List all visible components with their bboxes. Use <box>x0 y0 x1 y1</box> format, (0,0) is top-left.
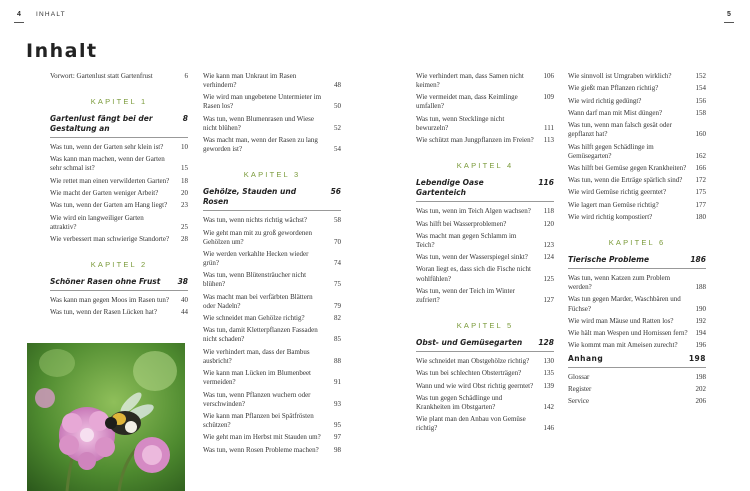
chapter-heading: KAPITEL 2 <box>90 260 148 270</box>
toc-entry-title: Wie rettet man einen verwilderten Garten? <box>50 176 170 185</box>
toc-entry-title: Was tun, wenn Rosen Probleme machen? <box>203 445 319 454</box>
page-number: 44 <box>181 308 188 317</box>
toc-entry-title: Was tun, wenn Pflanzen wuchern oder verschwinden? <box>203 390 311 408</box>
page-number: 40 <box>181 296 188 305</box>
page-number: 97 <box>334 433 341 442</box>
toc-entry-title: Wie kann man Lücken im Blumenbeet vermeiden? <box>203 369 311 387</box>
toc-entry <box>568 97 706 106</box>
page-number: 6 <box>184 72 188 80</box>
toc-entry-title: Vorwort: Gartenlust statt Gartenfrust <box>50 72 153 80</box>
toc-entry-title: Was macht man, wenn der Rasen zu lang geworden ist? <box>203 136 318 154</box>
toc-entry <box>416 207 554 216</box>
toc-entry-title: Wie wird richtig kompostiert? <box>568 213 653 221</box>
page-number: 48 <box>334 81 341 90</box>
toc-entry <box>568 385 706 394</box>
toc-entry-title: Was tun, wenn der Rasen Lücken hat? <box>50 308 157 317</box>
section-title: Anhang <box>568 353 604 363</box>
page-number: 162 <box>695 151 706 160</box>
page-number: 154 <box>695 84 706 93</box>
toc-entry-title: Glossar <box>568 372 590 381</box>
page-number: 142 <box>543 402 554 411</box>
toc-entry-title: Wie geht man im Herbst mit Stauden um? <box>203 433 321 442</box>
page-title: Inhalt <box>26 40 98 62</box>
section-heading <box>50 114 188 138</box>
running-header: INHALT <box>36 11 66 18</box>
toc-entry-title: Was hilft gegen Schädlinge im Gemüsegarten? <box>568 142 654 160</box>
page-number: 95 <box>334 420 341 429</box>
toc-entry-title: Wie wird richtig gedüngt? <box>568 96 642 105</box>
page-number: 172 <box>695 176 706 185</box>
right-page-number: 5 <box>727 11 731 18</box>
toc-entry-title: Wie kann man Unkraut im Rasen verhindern? <box>203 72 297 90</box>
toc-entry-title: Wie verbessert man schwierige Standorte? <box>50 234 170 243</box>
toc-entry-title: Wie vermeidet man, dass Keimlinge umfallen? <box>416 93 518 111</box>
toc-entry <box>50 189 188 198</box>
toc-entry-title: Was tun, wenn Blütensträucher nicht blühen? <box>203 271 307 289</box>
toc-entry-title: Wie gießt man Pflanzen richtig? <box>568 84 659 93</box>
page-number: 190 <box>695 304 706 313</box>
page-number: 93 <box>334 399 341 408</box>
toc-entry <box>568 329 706 338</box>
page-number: 123 <box>543 240 554 249</box>
page-number: 130 <box>543 357 554 365</box>
toc-entry <box>416 287 554 305</box>
toc-entry <box>416 220 554 229</box>
toc-entry-title: Was tun gegen Schädlinge und Krankheiten im Obstgarten? <box>416 393 503 411</box>
page-number: 88 <box>334 356 341 365</box>
page-number: 198 <box>688 353 706 363</box>
toc-entry-title: Was hilft bei Gemüse gegen Krankheiten? <box>568 163 687 172</box>
page-number: 146 <box>543 424 554 433</box>
page-number: 50 <box>334 102 341 111</box>
toc-entry-title: Was macht man gegen Schlamm im Teich? <box>416 231 517 249</box>
toc-entry <box>203 391 341 409</box>
page-number: 23 <box>181 201 188 210</box>
header-rule-right <box>724 22 734 23</box>
page-number: 56 <box>330 187 341 197</box>
toc-entry <box>568 213 706 222</box>
toc-entry-title: Wie schneidet man Gehölze richtig? <box>203 314 305 323</box>
toc-column-1 <box>50 72 188 321</box>
section-heading <box>416 338 554 352</box>
toc-entry-title: Was tun bei schlechten Obsterträgen? <box>416 369 522 378</box>
section-title: Schöner Rasen ohne Frust <box>50 277 161 287</box>
toc-entry <box>568 274 706 292</box>
page-number: 18 <box>181 176 188 185</box>
page-number: 28 <box>181 234 188 243</box>
toc-entry <box>416 415 554 433</box>
toc-entry <box>203 293 341 311</box>
toc-entry-title: Wie schützt man Jungpflanzen im Freien? <box>416 136 534 145</box>
page-number: 198 <box>695 372 706 381</box>
page-number: 15 <box>181 164 188 173</box>
toc-entry <box>203 369 341 387</box>
page-number: 118 <box>543 207 554 216</box>
toc-entry <box>203 326 341 344</box>
toc-entry <box>203 314 341 323</box>
toc-entry <box>50 72 188 81</box>
toc-entry-title: Wie geht man mit zu groß gewordenen Gehölzen um? <box>203 228 312 246</box>
toc-entry-title: Was kann man machen, wenn der Garten sehr schmal ist? <box>50 155 165 173</box>
toc-entry-title: Was tun, wenn nichts richtig wächst? <box>203 216 308 225</box>
page-number: 152 <box>695 72 706 80</box>
toc-entry-title: Was tun, wenn der Garten am Hang liegt? <box>50 201 168 210</box>
chapter-heading: KAPITEL 1 <box>90 97 148 107</box>
page-number: 109 <box>543 93 554 102</box>
toc-entry-title: Wie verhindert man, dass der Bambus ausbricht? <box>203 347 310 365</box>
toc-entry <box>203 446 341 455</box>
toc-entry <box>568 84 706 93</box>
toc-entry <box>50 308 188 317</box>
page-number: 135 <box>543 369 554 378</box>
toc-entry-title: Wie kommt man mit Ameisen zurecht? <box>568 341 678 350</box>
page-number: 98 <box>334 445 341 454</box>
page-number: 74 <box>334 259 341 268</box>
page-number: 8 <box>182 114 188 124</box>
toc-entry-title: Wie sinnvoll ist Umgraben wirklich? <box>568 72 672 80</box>
toc-entry-title: Wann und wie wird Obst richtig geerntet? <box>416 381 534 390</box>
section-heading <box>568 255 706 269</box>
toc-entry <box>416 265 554 283</box>
toc-entry <box>203 72 341 90</box>
section-heading <box>416 178 554 202</box>
section-title: Gartenlust fängt bei der Gestaltung an <box>50 114 153 134</box>
toc-column-2 <box>203 72 341 458</box>
toc-entry-title: Wie kann man Pflanzen bei Spätfrösten schützen? <box>203 411 314 429</box>
toc-entry-title: Wie werden verkahlte Hecken wieder grün? <box>203 249 309 268</box>
section-title: Obst- und Gemüsegarten <box>416 338 523 347</box>
header-rule-left <box>14 22 24 23</box>
page-number: 125 <box>543 274 554 283</box>
toc-column-4 <box>568 72 706 410</box>
toc-entry <box>203 136 341 154</box>
toc-entry <box>568 176 706 185</box>
toc-entry-title: Was tun, wenn im Teich Algen wachsen? <box>416 207 531 216</box>
page-number: 206 <box>695 397 706 406</box>
toc-entry-title: Was tun, wenn Stecklinge nicht bewurzeln? <box>416 114 505 132</box>
page-number: 79 <box>334 301 341 310</box>
toc-entry-title: Wie verhindert man, dass Samen nicht keimen? <box>416 72 524 90</box>
toc-entry <box>568 188 706 197</box>
page-number: 82 <box>334 314 341 323</box>
page-number: 160 <box>695 130 706 139</box>
toc-entry <box>203 216 341 225</box>
left-page-number: 4 <box>17 11 21 18</box>
toc-entry-title: Was tun, wenn Katzen zum Problem werden? <box>568 274 671 292</box>
section-heading <box>50 277 188 291</box>
toc-entry-title: Wie plant man den Anbau von Gemüse richtig? <box>416 415 526 433</box>
section-title: Tierische Probleme <box>568 255 650 265</box>
page-number: 75 <box>334 280 341 289</box>
toc-entry <box>568 121 706 139</box>
toc-entry-title: Was tun, wenn der Wasserspiegel sinkt? <box>416 253 528 262</box>
page-number: 188 <box>695 283 706 292</box>
section-heading <box>203 187 341 211</box>
toc-entry <box>568 373 706 382</box>
page-number: 196 <box>695 341 706 350</box>
page-number: 85 <box>334 335 341 344</box>
toc-entry <box>568 341 706 350</box>
toc-entry <box>416 115 554 133</box>
section-title: Lebendige Oase Gartenteich <box>416 178 484 198</box>
chapter-heading: KAPITEL 3 <box>243 170 301 180</box>
page-number: 25 <box>181 222 188 231</box>
toc-entry <box>416 369 554 378</box>
toc-entry <box>416 382 554 391</box>
page-number: 120 <box>543 219 554 228</box>
page-number: 124 <box>543 253 554 262</box>
toc-entry-title: Was tun, wenn der Teich im Winter zufriert? <box>416 286 515 304</box>
toc-entry <box>568 164 706 173</box>
page-number: 10 <box>181 143 188 152</box>
toc-entry-title: Wie macht der Garten weniger Arbeit? <box>50 189 159 198</box>
page-number: 175 <box>695 188 706 197</box>
page-number: 158 <box>695 108 706 117</box>
toc-entry-title: Was tun, wenn Blumenrasen und Wiese nicht blühen? <box>203 114 315 132</box>
toc-entry <box>50 177 188 186</box>
toc-entry <box>416 136 554 145</box>
toc-entry <box>203 412 341 430</box>
toc-entry <box>568 72 706 81</box>
page-number: 194 <box>695 329 706 338</box>
page-number: 180 <box>695 213 706 221</box>
toc-entry-title: Woran liegt es, dass sich die Fische nicht wohlfühlen? <box>416 265 531 283</box>
page-number: 58 <box>334 216 341 225</box>
page-number: 192 <box>695 316 706 325</box>
toc-entry <box>50 201 188 210</box>
page-number: 116 <box>538 178 554 188</box>
toc-entry <box>568 317 706 326</box>
page-number: 139 <box>543 381 554 390</box>
toc-entry-title: Was macht man bei verfärbten Blättern oder Nadeln? <box>203 292 313 310</box>
toc-entry <box>568 295 706 313</box>
page-number: 128 <box>538 338 554 347</box>
toc-entry-title: Wie schneidet man Obstgehölze richtig? <box>416 357 530 365</box>
toc-entry-title: Was tun, damit Kletterpflanzen Fassaden nicht schaden? <box>203 326 318 344</box>
page-number: 202 <box>695 384 706 393</box>
page-number: 156 <box>695 96 706 105</box>
page-number: 186 <box>690 255 706 265</box>
section-heading <box>568 354 706 368</box>
page-number: 113 <box>543 136 554 145</box>
chapter-heading: KAPITEL 4 <box>456 161 514 171</box>
toc-entry <box>416 72 554 90</box>
page-number: 91 <box>334 378 341 387</box>
chapter-heading: KAPITEL 6 <box>608 238 666 248</box>
toc-entry <box>416 93 554 111</box>
toc-entry-title: Register <box>568 384 592 393</box>
toc-entry-title: Was hilft bei Wasserproblemen? <box>416 219 507 228</box>
chapter-heading: KAPITEL 5 <box>456 321 514 330</box>
page-number: 106 <box>543 72 554 80</box>
toc-entry-title: Wie wird man ungebetene Untermieter im Rasen los? <box>203 93 322 111</box>
toc-entry-title: Wie wird ein langweiliger Garten attraktiv? <box>50 213 144 231</box>
page-number: 127 <box>543 295 554 304</box>
bumblebee-photo <box>27 343 185 491</box>
page-number: 177 <box>695 200 706 209</box>
toc-entry <box>568 397 706 406</box>
page-number: 111 <box>544 123 554 132</box>
toc-entry-title: Wie lagert man Gemüse richtig? <box>568 200 659 209</box>
page-number: 52 <box>334 123 341 132</box>
toc-entry <box>203 433 341 442</box>
toc-entry-title: Was tun, wenn der Garten sehr klein ist? <box>50 143 164 152</box>
toc-entry-title: Service <box>568 397 589 406</box>
page-number: 20 <box>181 189 188 198</box>
toc-entry <box>416 232 554 250</box>
toc-entry <box>203 348 341 366</box>
toc-entry <box>50 155 188 173</box>
toc-entry <box>568 201 706 210</box>
page-number: 54 <box>334 145 341 154</box>
page-number: 38 <box>177 277 188 287</box>
toc-entry <box>50 235 188 244</box>
toc-entry <box>203 115 341 133</box>
toc-entry-title: Was kann man gegen Moos im Rasen tun? <box>50 296 169 305</box>
toc-entry-title: Wie wird Gemüse richtig geerntet? <box>568 188 667 197</box>
toc-entry <box>416 253 554 262</box>
toc-entry <box>203 93 341 111</box>
toc-entry <box>203 250 341 268</box>
toc-entry <box>203 271 341 289</box>
toc-entry <box>50 214 188 232</box>
toc-entry-title: Wie wird man Mäuse und Ratten los? <box>568 316 674 325</box>
toc-entry-title: Was tun gegen Marder, Waschbären und Füchse? <box>568 295 681 313</box>
page-number: 166 <box>695 163 706 172</box>
toc-entry <box>568 109 706 118</box>
toc-entry-title: Was tun, wenn die Erträge spärlich sind? <box>568 176 683 185</box>
toc-entry <box>203 229 341 247</box>
page-number: 70 <box>334 237 341 246</box>
section-title: Gehölze, Stauden und Rosen <box>203 187 297 207</box>
toc-entry-title: Wie hält man Wespen und Hornissen fern? <box>568 329 688 338</box>
toc-entry <box>50 143 188 152</box>
toc-entry <box>416 394 554 412</box>
toc-column-3 <box>416 72 554 437</box>
toc-entry <box>568 143 706 161</box>
toc-entry-title: Was tun, wenn man falsch gesät oder gepflanzt hat? <box>568 121 672 139</box>
toc-entry-title: Wann darf man mit Mist düngen? <box>568 108 663 117</box>
toc-entry <box>416 357 554 366</box>
toc-entry <box>50 296 188 305</box>
